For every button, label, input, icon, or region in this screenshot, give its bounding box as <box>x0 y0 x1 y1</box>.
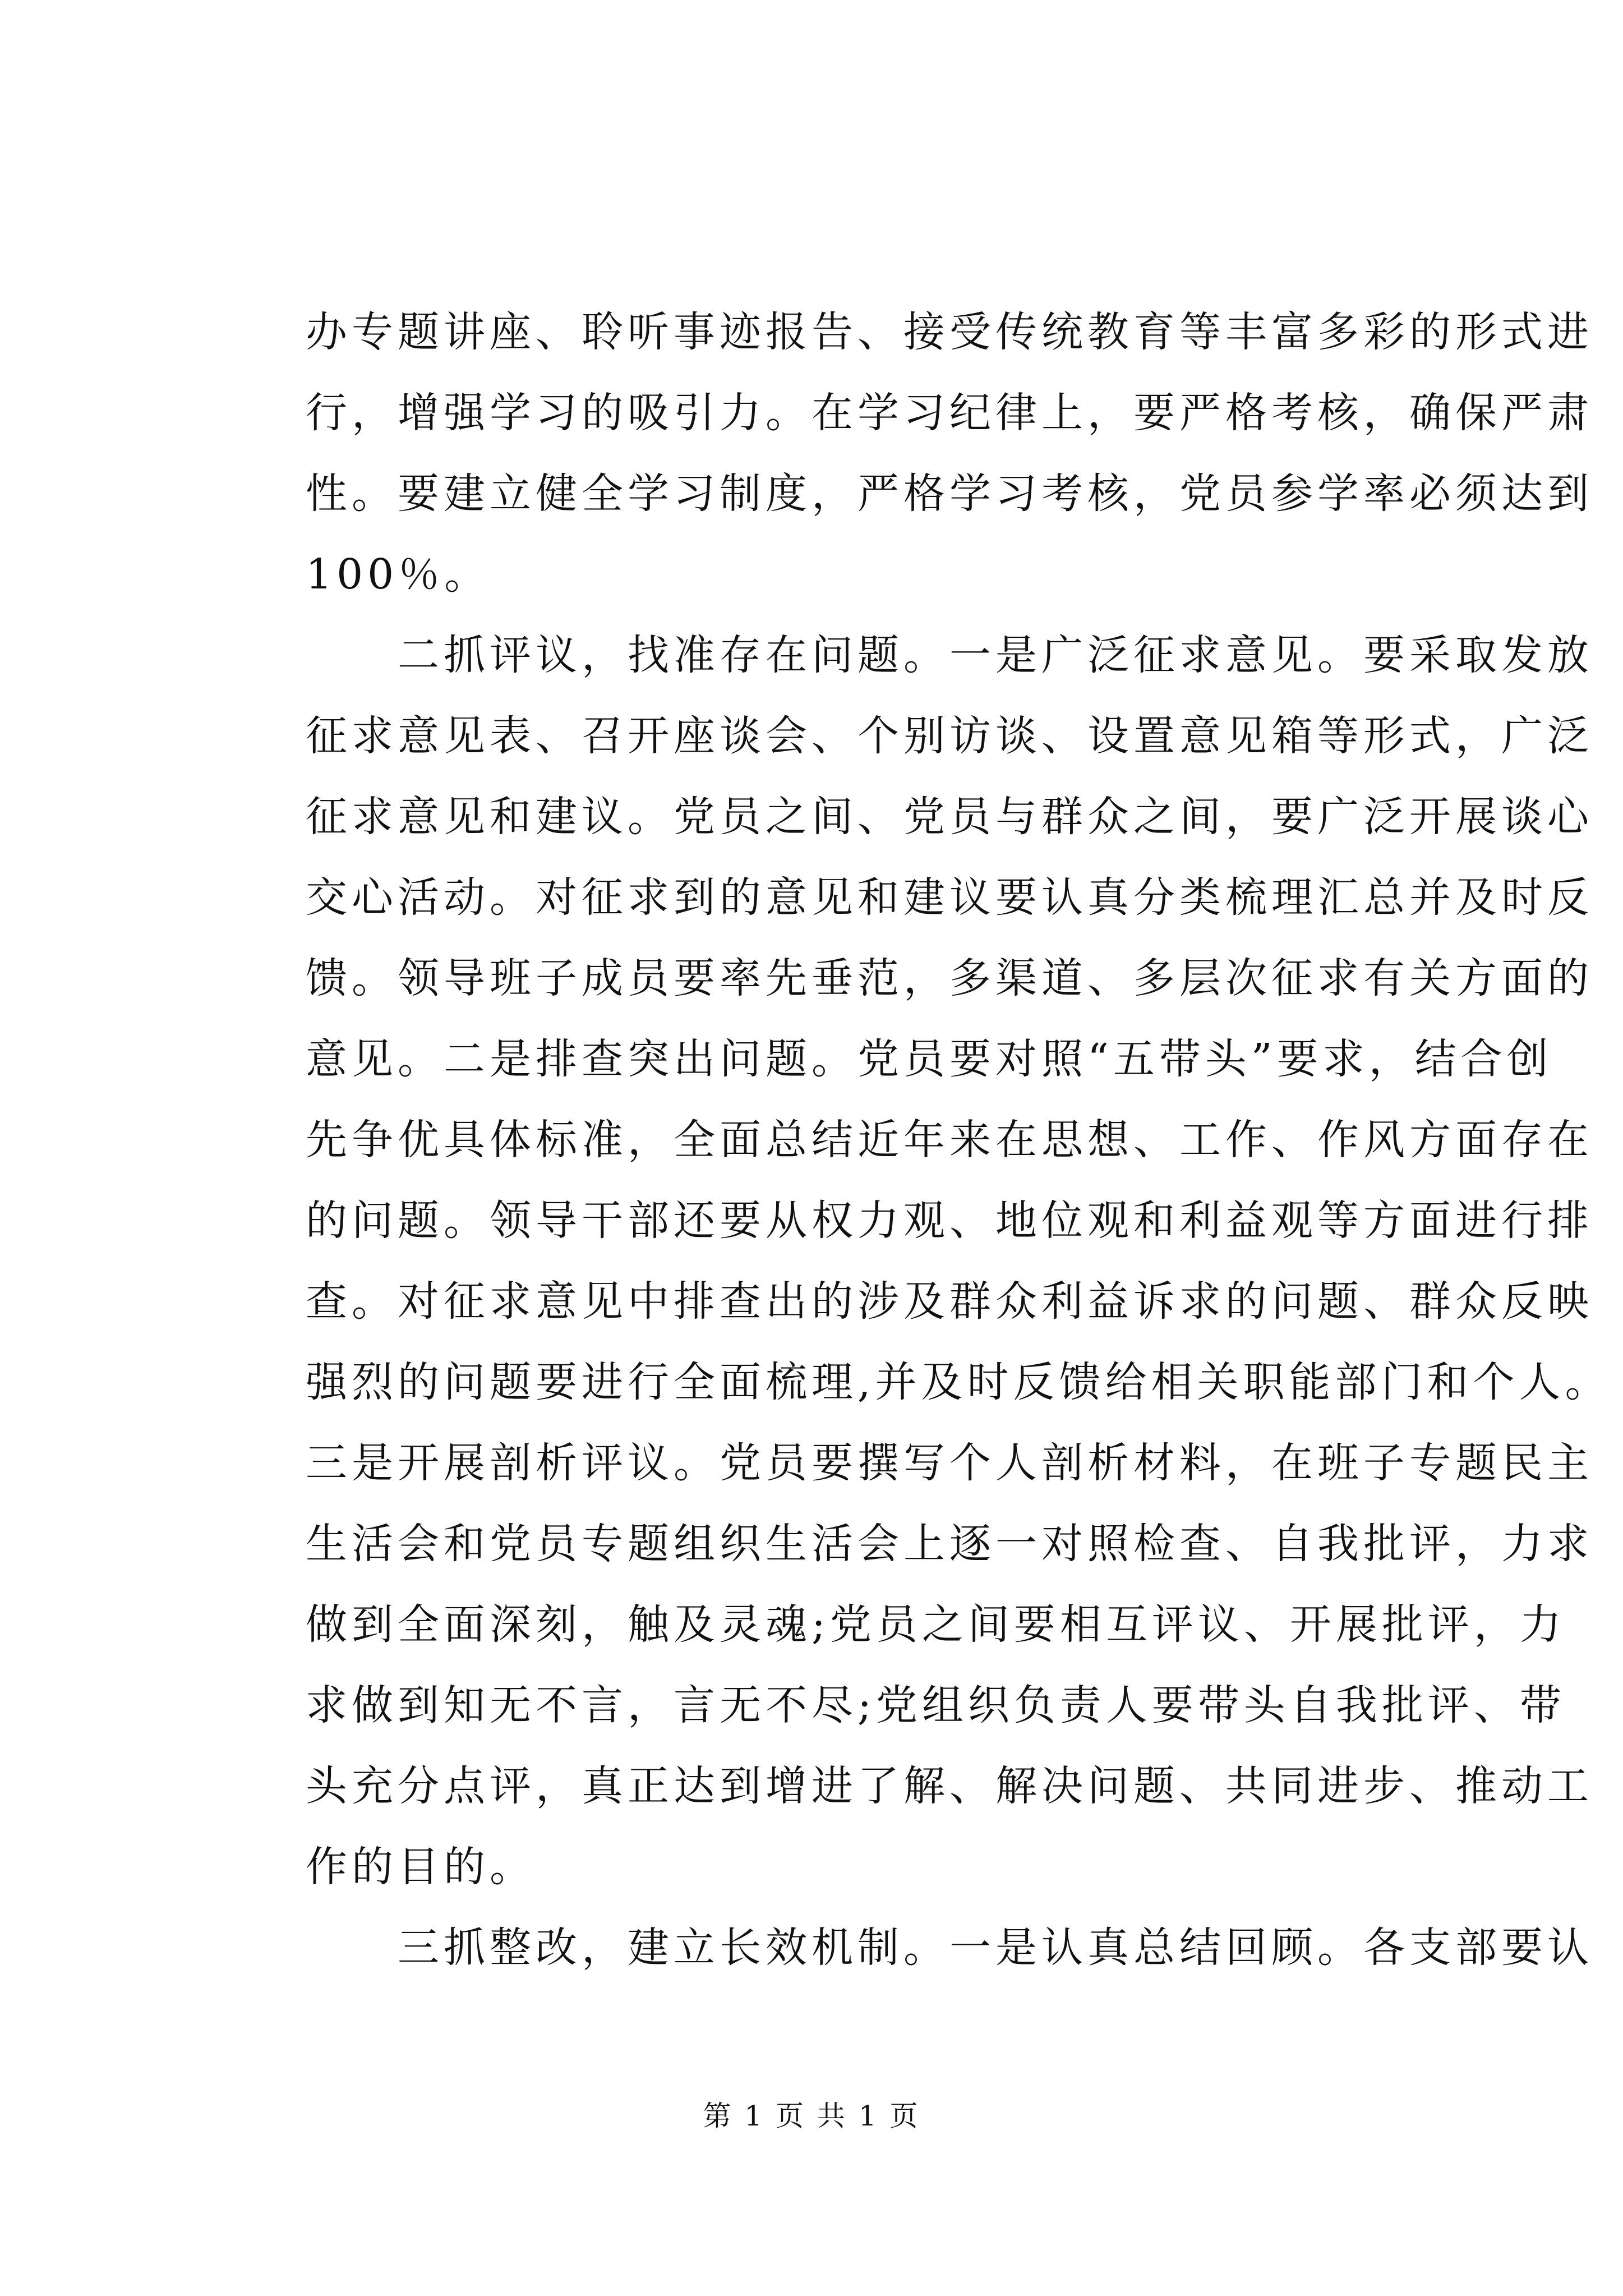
text-line: 交心活动。对征求到的意见和建议要认真分类梳理汇总并及时反 <box>306 873 1593 922</box>
text-line: 征求意见和建议。党员之间、党员与群众之间，要广泛开展谈心 <box>306 793 1593 841</box>
page-number-label: 第 1 页 共 1 页 <box>703 2100 920 2132</box>
text-line: 三是开展剖析评议。党员要撰写个人剖析材料，在班子专题民主 <box>306 1439 1593 1487</box>
text-line: 查。对征求意见中排查出的涉及群众利益诉求的问题、群众反映 <box>306 1277 1593 1326</box>
paragraph-start-line: 二抓评议，找准存在问题。一是广泛征求意见。要采取发放 <box>306 631 1593 679</box>
text-line: 强烈的问题要进行全面梳理,并及时反馈给相关职能部门和个人。 <box>306 1358 1611 1406</box>
text-line: 生活会和党员专题组织生活会上逐一对照检查、自我批评，力求 <box>306 1520 1593 1568</box>
text-line: 意见。二是排查突出问题。党员要对照“五带头”要求，结合创 <box>306 1035 1553 1083</box>
text-line: 作的目的。 <box>306 1843 536 1891</box>
text-line: 征求意见表、召开座谈会、个别访谈、设置意见箱等形式，广泛 <box>306 712 1593 760</box>
document-body <box>306 292 1611 1988</box>
text-line: 头充分点评，真正达到增进了解、解决问题、共同进步、推动工 <box>306 1762 1593 1810</box>
text-line: 做到全面深刻，触及灵魂;党员之间要相互评议、开展批评，力 <box>306 1600 1566 1649</box>
page-footer <box>0 2093 1623 2138</box>
text-line: 馈。领导班子成员要率先垂范，多渠道、多层次征求有关方面的 <box>306 954 1593 1002</box>
text-line: 的问题。领导干部还要从权力观、地位观和利益观等方面进行排 <box>306 1197 1593 1245</box>
text-line: 性。要建立健全学习制度，严格学习考核，党员参学率必须达到 <box>306 470 1593 518</box>
text-line: 办专题讲座、聆听事迹报告、接受传统教育等丰富多彩的形式进 <box>306 308 1593 356</box>
text-line: 100％。 <box>306 550 491 599</box>
text-line: 先争优具体标准，全面总结近年来在思想、工作、作风方面存在 <box>306 1116 1593 1164</box>
paragraph-start-line: 三抓整改，建立长效机制。一是认真总结回顾。各支部要认 <box>306 1924 1593 1972</box>
text-line: 行，增强学习的吸引力。在学习纪律上，要严格考核，确保严肃 <box>306 389 1593 437</box>
text-line: 求做到知无不言，言无不尽;党组织负责人要带头自我批评、带 <box>306 1681 1566 1729</box>
